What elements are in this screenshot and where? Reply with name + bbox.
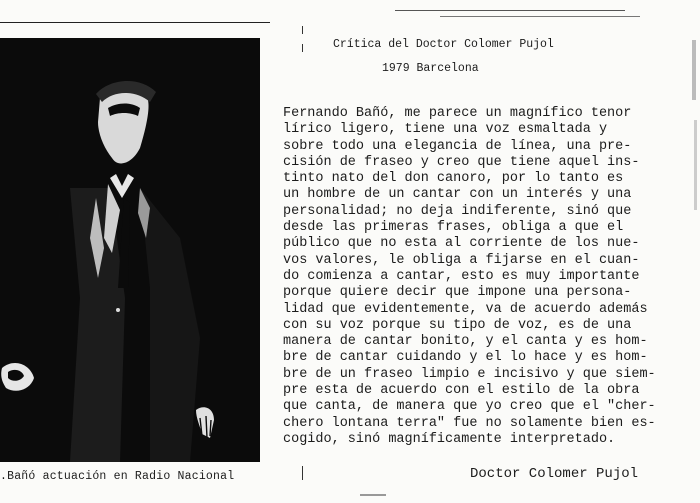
- performer-silhouette: [0, 38, 260, 462]
- review-line: manera de cantar bonito, y el canta y es hom-: [283, 334, 648, 350]
- review-line: personalidad; no deja indiferente, sinó que: [283, 203, 632, 219]
- top-left-rule: [0, 22, 270, 23]
- review-line: Fernando Bañó, me parece un magnífico tenor: [283, 106, 632, 121]
- signature: Doctor Colomer Pujol: [470, 466, 639, 482]
- review-line: que canta, de manera que yo creo que el "cher-: [283, 399, 656, 415]
- top-right-rule-2: [440, 16, 640, 17]
- top-right-rule: [395, 10, 625, 11]
- review-line: público que no esta al corriente de los nue-: [283, 236, 640, 252]
- margin-tick: [302, 44, 303, 52]
- review-body: [283, 106, 693, 448]
- review-line: cogido, sinó magníficamente interpretado.: [283, 431, 616, 447]
- scan-speck: [692, 40, 696, 100]
- review-line: bre de cantar cuidando y el lo hace y es hom-: [283, 350, 648, 366]
- review-line: lidad que evidentemente, va de acuerdo además: [283, 301, 648, 317]
- review-line: do comienza a cantar, esto es muy importante: [283, 268, 640, 284]
- review-line: sobre todo una elegancia de línea, una pre-: [283, 138, 632, 154]
- review-line: vos valores, le obliga a fijarse en el cuan-: [283, 252, 640, 268]
- review-subtitle: 1979 Barcelona: [382, 62, 479, 75]
- photo-caption: .Bañó actuación en Radio Nacional: [0, 470, 235, 483]
- scan-speck: [694, 120, 697, 210]
- review-line: chero lontana terra" fue no solamente bien es-: [283, 415, 656, 431]
- review-line: un hombre de un cantar con un interés y una: [283, 187, 632, 203]
- review-line: con su voz porque su tipo de voz, es de una: [283, 317, 632, 333]
- scan-speck: [360, 494, 386, 496]
- review-line: bre de un fraseo limpio e incisivo y que siem-: [283, 366, 656, 382]
- performer-photo: [0, 38, 260, 462]
- review-line: tinto nato del don canoro, por lo tanto es: [283, 171, 624, 187]
- review-line: lírico ligero, tiene una voz esmaltada y: [283, 122, 608, 138]
- review-line: pre esta de acuerdo con el estilo de la obra: [283, 383, 640, 399]
- review-title: Crítica del Doctor Colomer Pujol: [333, 38, 554, 51]
- review-line: cisión de fraseo y creo que tiene aquel ins-: [283, 154, 640, 170]
- margin-tick: [302, 466, 303, 480]
- review-line: porque quiere decir que impone una persona-: [283, 285, 632, 301]
- review-line: desde las primeras frases, obliga a que el: [283, 220, 624, 236]
- margin-tick: [302, 26, 303, 34]
